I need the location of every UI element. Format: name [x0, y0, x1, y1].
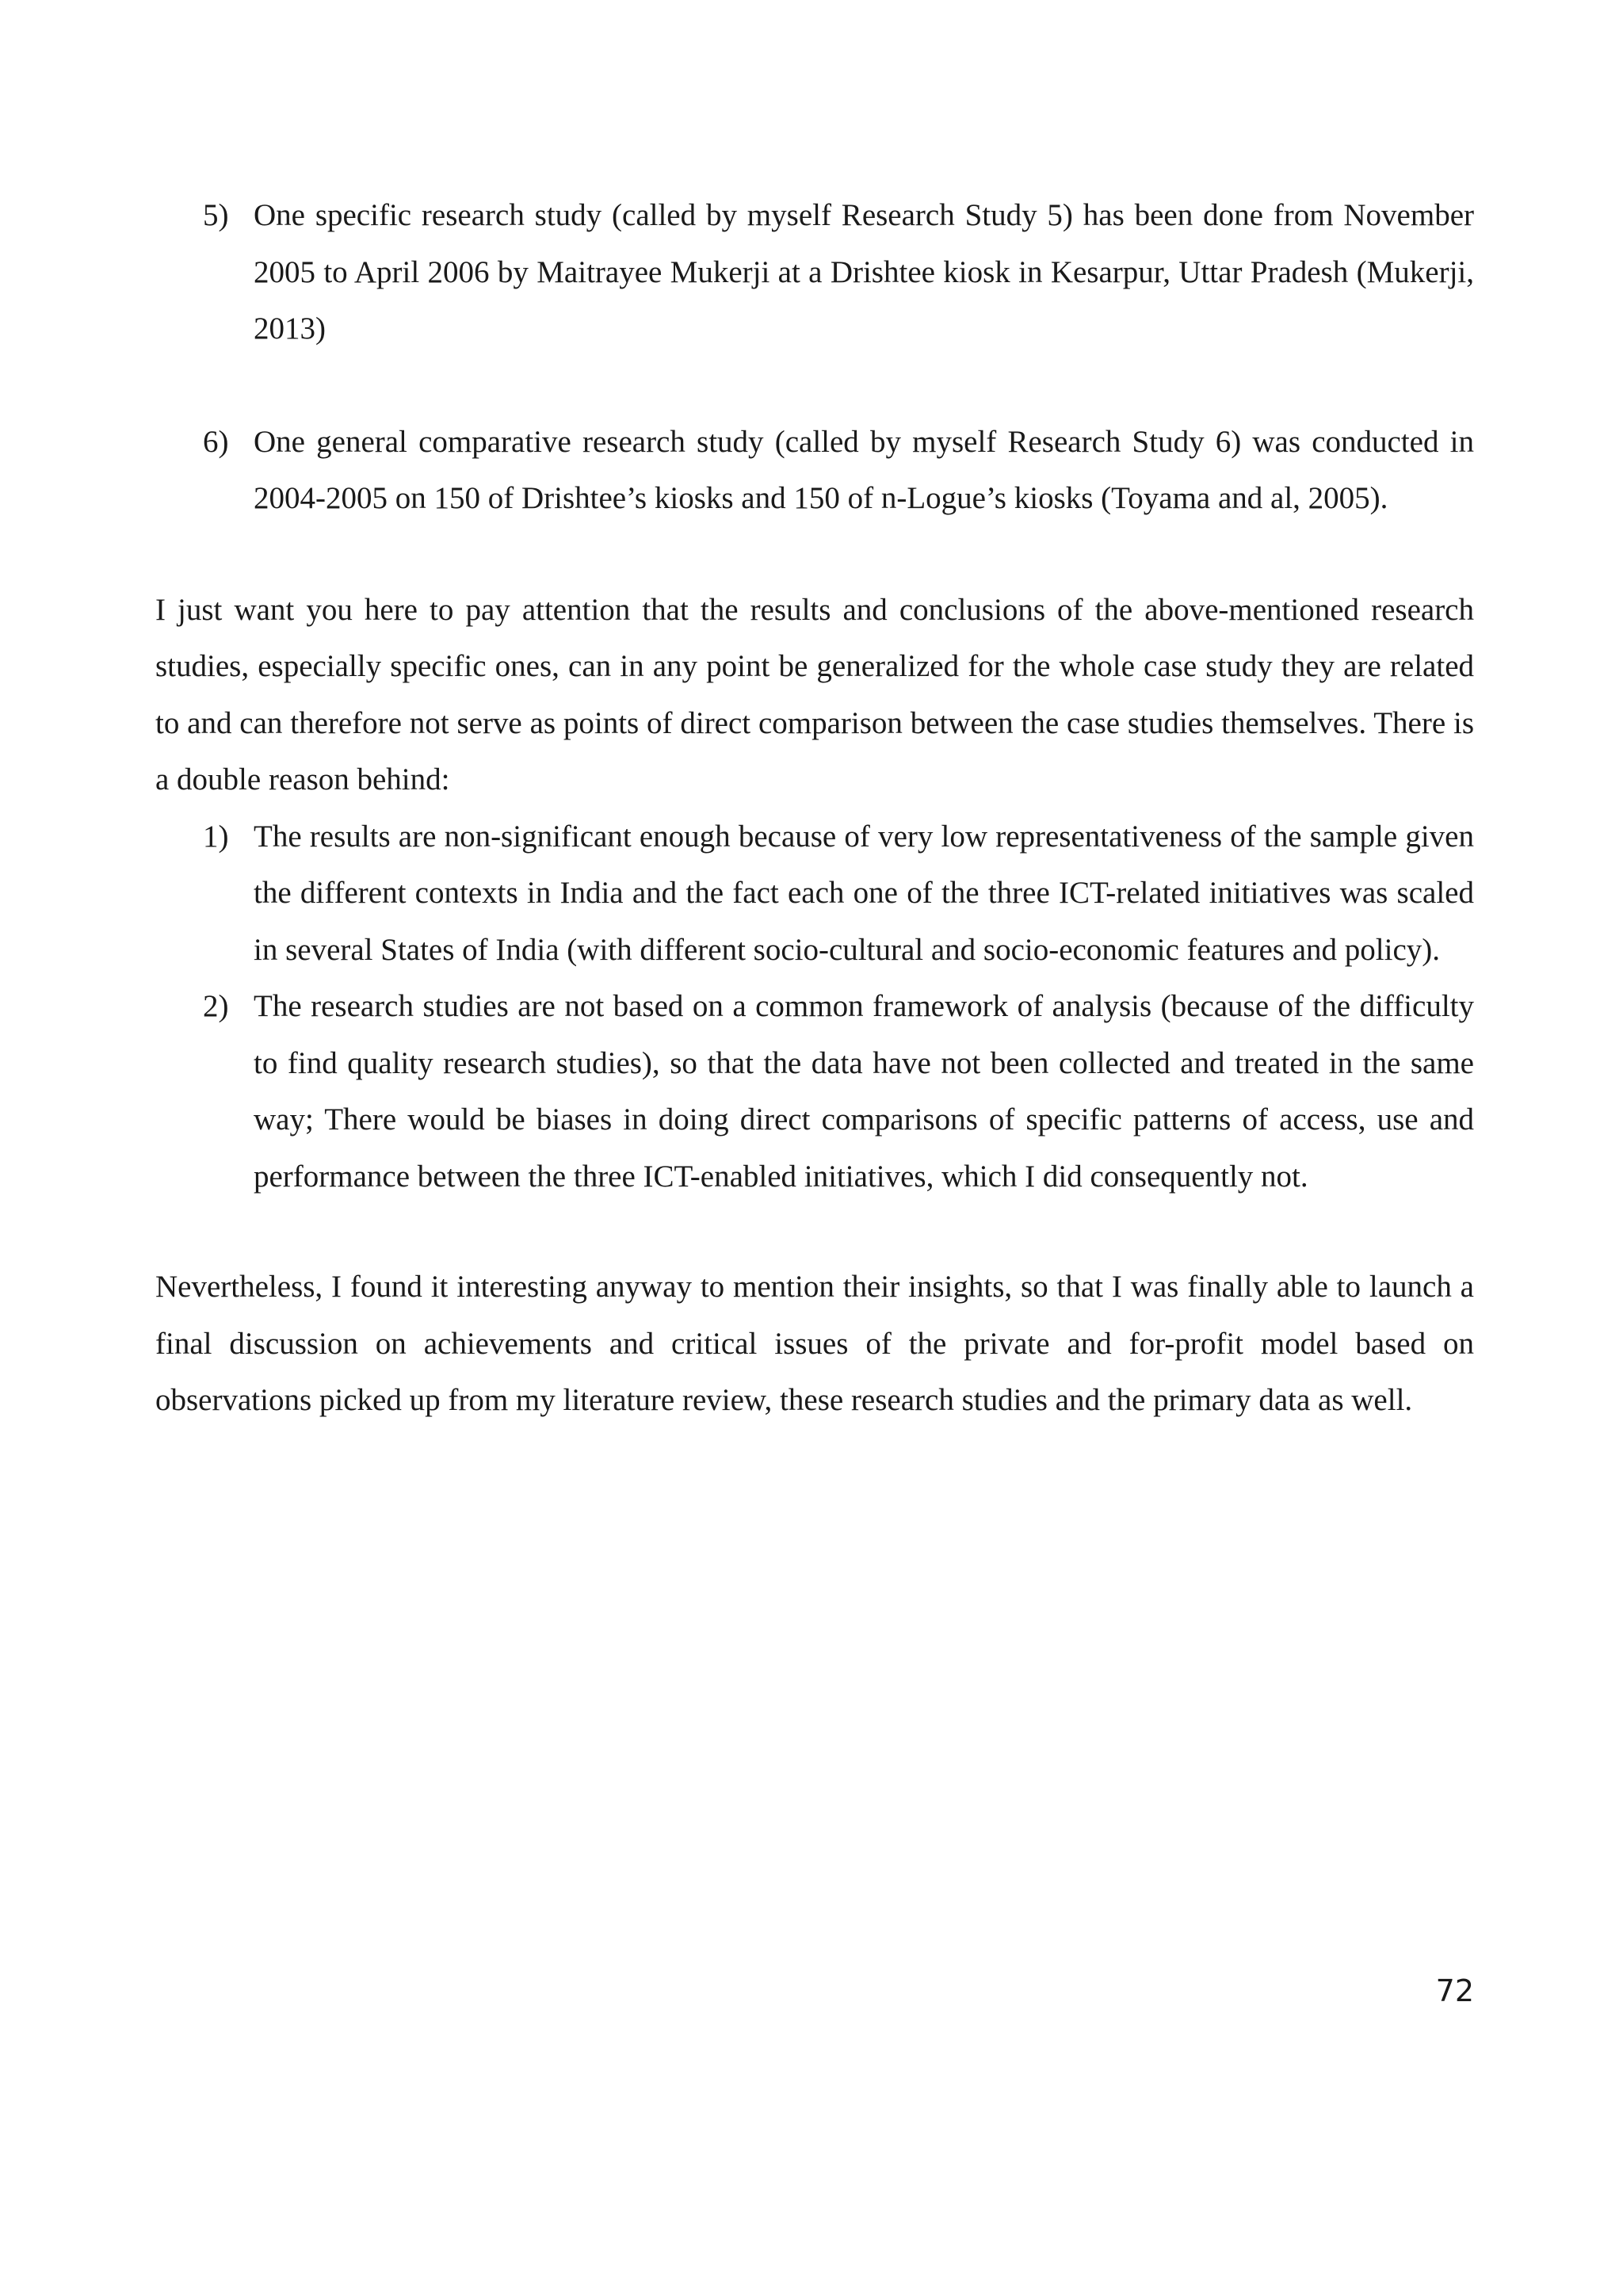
list-item-text: The research studies are not based on a common framework of analysis (because of the difficulty to find quality research studies), so that the data have not been collected and treated in the same way; There would be biases in doing direct comparisons of specific patterns of access, use and performance between the three ICT-enabled initiatives, which I did consequently not. [254, 989, 1474, 1194]
document-page [155, 187, 1474, 1429]
intro-paragraph: I just want you here to pay attention that the results and conclusions of the above-mentioned research studies, especially specific ones, can in any point be generalized for the whole case study they are related to and can therefore not serve as points of direct comparison between the case studies themselves. There is a double reason behind: [155, 592, 1474, 797]
list-item-text: One specific research study (called by myself Research Study 5) has been done from November 2005 to April 2006 by Maitrayee Mukerji at a Drishtee kiosk in Kesarpur, Uttar Pradesh (Mukerji, 2013) [254, 198, 1474, 346]
reasons-list [155, 808, 1474, 1205]
list-item-reason-1 [155, 808, 1474, 979]
research-studies-list [155, 187, 1474, 527]
list-marker: 2) [203, 989, 229, 1023]
list-item-text: The results are non-significant enough because of very low representativeness of the sample given the different contexts in India and the fact each one of the three ICT-related initiatives was scaled in several States of India (with different socio-cultural and socio-economic features and policy). [254, 819, 1474, 967]
list-item-study-5 [155, 187, 1474, 357]
list-marker: 6) [203, 424, 229, 459]
list-marker: 1) [203, 819, 229, 854]
list-item-text: One general comparative research study (called by myself Research Study 6) was conducted in 2004-2005 on 150 of Drishtee’s kiosks and 150 of n-Logue’s kiosks (Toyama and al, 2005). [254, 424, 1474, 515]
list-item-study-6 [155, 414, 1474, 527]
list-marker: 5) [203, 198, 229, 232]
closing-paragraph: Nevertheless, I found it interesting anyway to mention their insights, so that I was finally able to launch a final discussion on achievements and critical issues of the private and for-profit model based on observations picked up from my literature review, these research studies and the primary data as well. [155, 1270, 1474, 1417]
page-number: 72 [1435, 1973, 1474, 2008]
list-item-reason-2 [155, 978, 1474, 1205]
